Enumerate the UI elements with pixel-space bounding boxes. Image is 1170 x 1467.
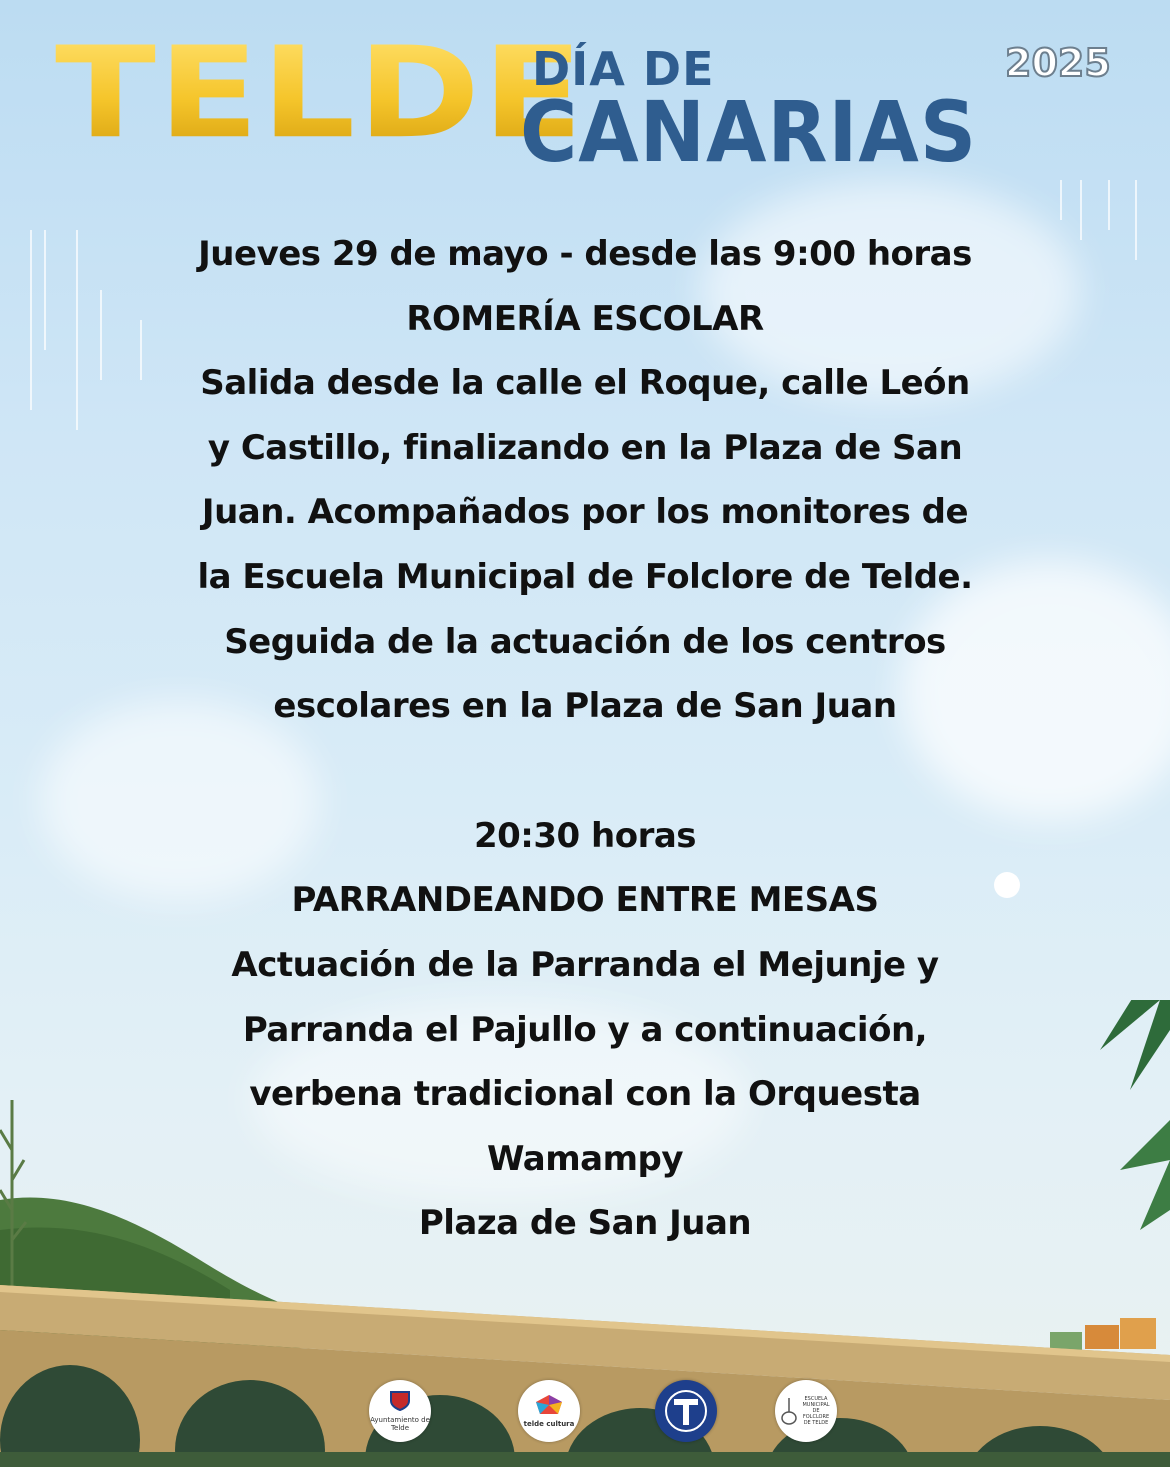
title-city: TELDE [55, 19, 586, 166]
shield-icon [389, 1390, 411, 1412]
event2-title: PARRANDEANDO ENTRE MESAS [291, 880, 879, 921]
event2-line: Parranda el Pajullo y a continuación, [242, 1009, 928, 1050]
escuela-folclore-logo [775, 1380, 837, 1442]
event1-title: ROMERÍA ESCOLAR [406, 298, 764, 339]
title-line-2: CANARIAS [520, 83, 978, 181]
palm-tree [1090, 1000, 1170, 1230]
building [1050, 1332, 1082, 1350]
guitar-icon [779, 1396, 799, 1426]
letter-t-icon [664, 1389, 708, 1433]
decorative-dot [994, 872, 1020, 898]
escuela-label: ESCUELA MUNICIPAL DE FOLCLORE DE TELDE [802, 1396, 830, 1426]
cultura-logo [518, 1380, 580, 1442]
event1-line: la Escuela Municipal de Folclore de Telde. [197, 556, 973, 597]
event2-location: Plaza de San Juan [418, 1203, 752, 1244]
building [1120, 1318, 1156, 1349]
cultura-icon [534, 1394, 564, 1416]
event1-line: y Castillo, finalizando en la Plaza de San [207, 427, 963, 468]
teatro-logo [655, 1380, 717, 1442]
cultura-label: telde cultura [523, 1420, 575, 1428]
title-line-1: DÍA DE [532, 42, 715, 96]
event2-time: 20:30 horas [473, 815, 697, 856]
event1-line: escolares en la Plaza de San Juan [273, 686, 897, 727]
event2-line: Wamampy [486, 1138, 684, 1179]
ayuntamiento-logo [369, 1380, 431, 1442]
sponsor-logos [0, 1375, 1170, 1455]
event2-line: verbena tradicional con la Orquesta [249, 1074, 921, 1115]
event2-line: Actuación de la Parranda el Mejunje y [231, 944, 939, 985]
event1-line: Seguida de la actuación de los centros [224, 621, 946, 662]
event1-date: Jueves 29 de mayo - desde las 9:00 horas [198, 234, 972, 274]
spacer [100, 739, 1070, 804]
building [1085, 1325, 1119, 1349]
ayuntamiento-label: Ayuntamiento de Telde [370, 1416, 430, 1432]
title-year: 2025 [1005, 41, 1111, 85]
event1-line: Salida desde la calle el Roque, calle León [200, 363, 970, 404]
event1-line: Juan. Acompañados por los monitores de [201, 492, 969, 533]
